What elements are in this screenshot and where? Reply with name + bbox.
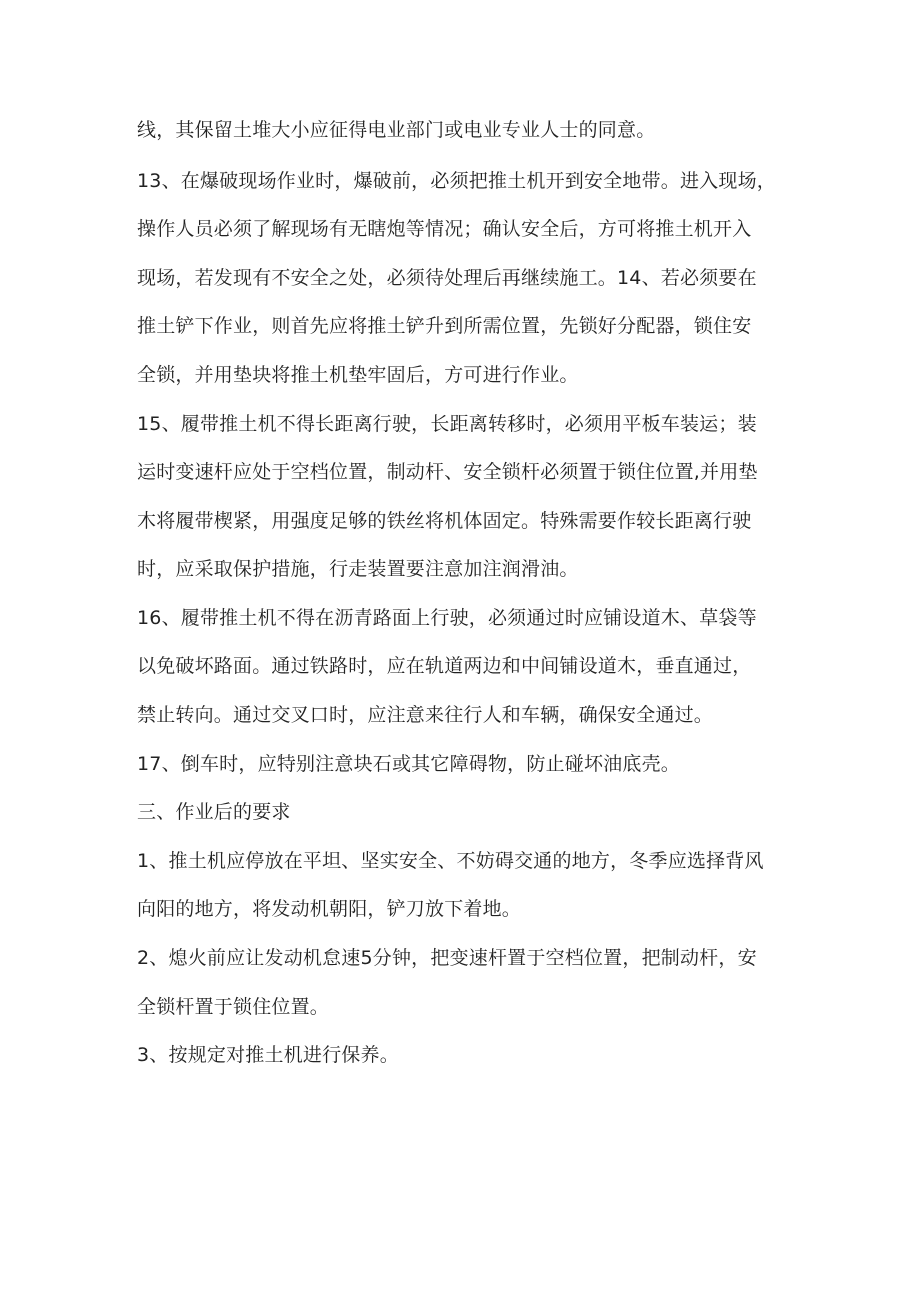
text-line: 推土铲下作业，则首先应将推土铲升到所需位置，先锁好分配器，锁住安 bbox=[137, 315, 752, 337]
text-line: 1、推土机应停放在平坦、坚实安全、不妨碍交通的地方，冬季应选择背风 bbox=[137, 850, 764, 872]
text-line: 16、履带推土机不得在沥青路面上行驶，必须通过时应铺设道木、草袋等 bbox=[137, 607, 757, 629]
text-line: 17、倒车时，应特别注意块石或其它障碍物，防止碰坏油底壳。 bbox=[137, 753, 680, 775]
text-line: 线，其保留土堆大小应征得电业部门或电业专业人士的同意。 bbox=[137, 119, 656, 141]
text-line: 木将履带楔紧，用强度足够的铁丝将机体固定。特殊需要作较长距离行驶 bbox=[137, 510, 752, 532]
text-line: 时，应采取保护措施，行走装置要注意加注润滑油。 bbox=[137, 558, 579, 580]
text-line: 运时变速杆应处于空档位置，制动杆、安全锁杆必须置于锁住位置,并用垫 bbox=[137, 461, 758, 483]
text-line: 操作人员必须了解现场有无瞎炮等情况；确认安全后，方可将推土机开入 bbox=[137, 218, 752, 240]
text-line: 全锁，并用垫块将推土机垫牢固后，方可进行作业。 bbox=[137, 364, 579, 386]
text-line: 向阳的地方，将发动机朝阳，铲刀放下着地。 bbox=[137, 898, 522, 920]
text-line: 2、熄火前应让发动机怠速5分钟，把变速杆置于空档位置，把制动杆，安 bbox=[137, 947, 757, 969]
section-heading: 三、作业后的要求 bbox=[137, 801, 291, 823]
text-line: 全锁杆置于锁住位置。 bbox=[137, 996, 330, 1018]
text-line: 15、履带推土机不得长距离行驶，长距离转移时，必须用平板车装运；装 bbox=[137, 413, 757, 435]
text-line: 以免破坏路面。通过铁路时，应在轨道两边和中间铺设道木，垂直通过， bbox=[137, 655, 752, 677]
text-line: 现场，若发现有不安全之处，必须待处理后再继续施工。14、若必须要在 bbox=[137, 267, 757, 289]
text-line: 禁止转向。通过交叉口时，应注意来往行人和车辆，确保安全通过。 bbox=[137, 704, 714, 726]
text-line: 3、按规定对推土机进行保养。 bbox=[137, 1044, 399, 1066]
text-line: 13、在爆破现场作业时，爆破前，必须把推土机开到安全地带。进入现场， bbox=[137, 170, 776, 192]
